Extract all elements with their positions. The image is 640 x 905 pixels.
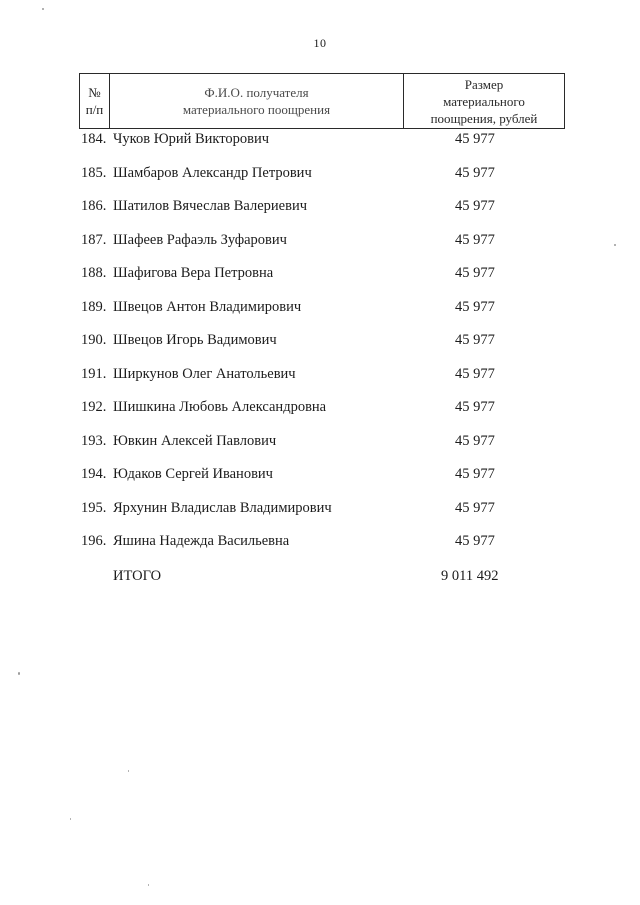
header-amount-line: Размер: [464, 76, 504, 92]
row-number: 191.: [81, 365, 107, 382]
award-amount: 45 977: [455, 298, 495, 315]
table-row: [0, 533, 640, 555]
recipient-name: Шишкина Любовь Александровна: [113, 399, 327, 415]
row-number: 193.: [81, 432, 107, 449]
scan-speck: [614, 244, 616, 246]
recipient-name: Яшина Надежда Васильевна: [113, 533, 290, 549]
recipient-name: Ярхунин Владислав Владимирович: [113, 499, 332, 516]
row-number: 190.: [81, 332, 107, 348]
scan-speck: [70, 818, 71, 820]
scan-speck: [18, 672, 20, 675]
row-number: 189.: [81, 298, 107, 315]
recipient-name: Шамбаров Александр Петрович: [113, 164, 312, 181]
row-number: 188.: [81, 265, 107, 281]
row-number: 184.: [81, 131, 107, 147]
award-amount: 45 977: [455, 499, 495, 516]
recipient-name: Швецов Игорь Вадимович: [113, 332, 277, 348]
recipient-name: Чуков Юрий Викторович: [113, 131, 270, 147]
award-amount: 45 977: [455, 466, 495, 482]
recipient-name: Юдаков Сергей Иванович: [113, 466, 273, 482]
row-number: 187.: [81, 231, 107, 248]
award-amount: 45 977: [455, 332, 495, 348]
header-name-line: материального поощрения: [182, 102, 331, 117]
total-amount: 9 011 492: [441, 568, 499, 584]
row-number: 194.: [81, 466, 107, 482]
award-amount: 45 977: [455, 432, 495, 449]
header-amount-line: поощрения, рублей: [430, 110, 538, 126]
table-row: [0, 232, 640, 254]
scan-speck: [42, 8, 44, 10]
award-amount: 45 977: [455, 533, 495, 549]
page-number: 10: [313, 36, 327, 50]
table-row: [0, 165, 640, 187]
table-row: [0, 366, 640, 388]
table-row: [0, 433, 640, 455]
recipient-name: Швецов Антон Владимирович: [113, 298, 302, 315]
recipient-name: Ширкунов Олег Анатольевич: [113, 365, 296, 382]
award-amount: 45 977: [455, 131, 495, 147]
row-number: 196.: [81, 533, 107, 549]
row-number: 186.: [81, 198, 107, 214]
header-number-line: №: [88, 85, 101, 100]
table-row: [0, 332, 640, 354]
award-amount: 45 977: [455, 365, 495, 382]
award-amount: 45 977: [455, 198, 495, 214]
row-number: 185.: [81, 164, 107, 181]
row-number: 195.: [81, 499, 107, 516]
recipient-name: Ювкин Алексей Павлович: [113, 432, 277, 449]
header-number-column: [80, 74, 110, 128]
table-row: [0, 299, 640, 321]
header-name-line: Ф.И.О. получателя: [204, 85, 309, 100]
row-number: 192.: [81, 399, 107, 415]
award-amount: 45 977: [455, 231, 495, 248]
scan-speck: [148, 884, 149, 886]
recipient-name: Шафигова Вера Петровна: [113, 265, 274, 281]
table-header: [79, 73, 565, 129]
header-number-line: п/п: [85, 102, 104, 117]
header-amount-column: [404, 74, 564, 128]
recipient-name: Шафеев Рафаэль Зуфарович: [113, 231, 287, 248]
table-row: [0, 131, 640, 153]
table-row: [0, 399, 640, 421]
header-name-column: [110, 74, 404, 128]
table-row: [0, 265, 640, 287]
award-amount: 45 977: [455, 399, 495, 415]
award-amount: 45 977: [455, 164, 495, 181]
header-amount-line: материального: [443, 93, 525, 109]
table-row: [0, 198, 640, 220]
table-row: [0, 500, 640, 522]
table-row: [0, 466, 640, 488]
award-amount: 45 977: [455, 265, 495, 281]
total-row: [0, 568, 640, 590]
recipient-name: Шатилов Вячеслав Валериевич: [113, 198, 308, 214]
scan-speck: [128, 770, 129, 772]
total-label: ИТОГО: [113, 568, 162, 584]
